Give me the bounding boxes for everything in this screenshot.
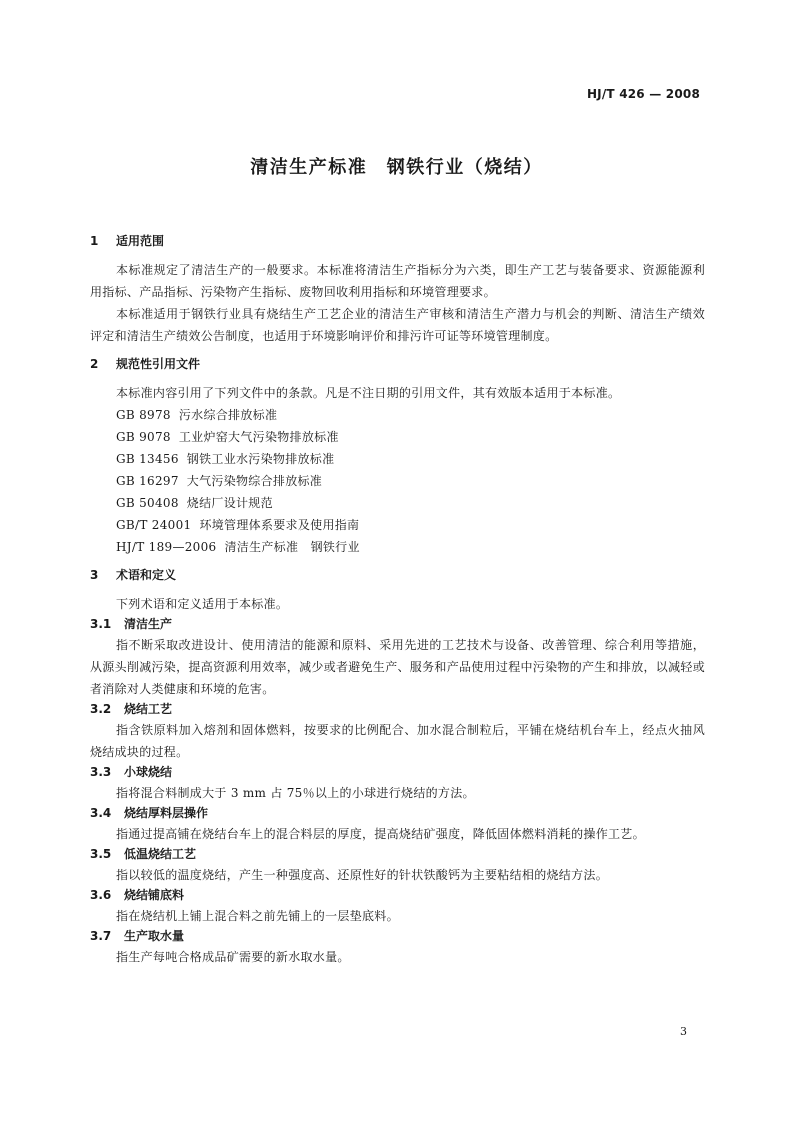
- reference-item: [90, 404, 705, 426]
- reference-name: 烧结厂设计规范: [186, 496, 273, 510]
- term-definition: 指含铁原料加入熔剂和固体燃料，按要求的比例配合、加水混合制粒后，平铺在烧结机台车上，经点火抽风烧结成块的过程。: [90, 723, 705, 759]
- section-heading-2: [90, 355, 705, 373]
- section-number: 2: [90, 357, 99, 371]
- reference-item: [90, 448, 705, 470]
- reference-code: HJ/T 189—2006: [116, 540, 217, 554]
- term-definition: 指将混合料制成大于 3 mm 占 75％以上的小球进行烧结的方法。: [116, 786, 475, 800]
- section-title: 适用范围: [116, 234, 165, 248]
- paragraph-terms-intro: 下列术语和定义适用于本标准。: [116, 597, 289, 611]
- section-title: 规范性引用文件: [116, 357, 201, 371]
- term-title: 烧结铺底料: [124, 888, 185, 902]
- reference-item: [90, 426, 705, 448]
- reference-name: 大气污染物综合排放标准: [186, 474, 323, 488]
- standard-code: HJ/T 426 — 2008: [586, 87, 700, 101]
- term-number: 3.5: [90, 847, 112, 861]
- term-heading: [90, 700, 705, 719]
- reference-item: [90, 514, 705, 536]
- reference-code: GB 9078: [116, 430, 171, 444]
- page-number: 3: [680, 1025, 687, 1038]
- document-title: 清洁生产标准 钢铁行业（烧结）: [250, 157, 543, 178]
- term-number: 3.1: [90, 617, 112, 631]
- paragraph-scope-1: 本标准规定了清洁生产的一般要求。本标准将清洁生产指标分为六类，即生产工艺与装备要求、资源能源利用指标、产品指标、污染物产生指标、废物回收利用指标和环境管理要求。: [90, 263, 705, 299]
- document-body: [90, 232, 705, 968]
- section-heading-3: [90, 566, 705, 584]
- section-heading-1: [90, 232, 705, 250]
- term-title: 烧结厚料层操作: [124, 806, 209, 820]
- term-number: 3.3: [90, 765, 112, 779]
- reference-name: 环境管理体系要求及使用指南: [199, 518, 360, 532]
- reference-item: [90, 470, 705, 492]
- term-title: 生产取水量: [124, 929, 185, 943]
- term-number: 3.7: [90, 929, 112, 943]
- section-title: 术语和定义: [116, 568, 177, 582]
- term-heading: [90, 886, 705, 905]
- reference-item: [90, 536, 705, 558]
- reference-code: GB 50408: [116, 496, 179, 510]
- term-definition: 指以较低的温度烧结，产生一种强度高、还原性好的针状铁酸钙为主要粘结相的烧结方法。: [116, 868, 609, 882]
- reference-name: 工业炉窑大气污染物排放标准: [178, 430, 339, 444]
- term-title: 低温烧结工艺: [124, 847, 197, 861]
- term-title: 清洁生产: [124, 617, 173, 631]
- term-definition: 指在烧结机上铺上混合料之前先铺上的一层垫底料。: [116, 909, 399, 923]
- term-heading: [90, 615, 705, 634]
- paragraph-scope-2: 本标准适用于钢铁行业具有烧结生产工艺企业的清洁生产审核和清洁生产潜力与机会的判断、清洁生产绩效评定和清洁生产绩效公告制度，也适用于环境影响评价和排污许可证等环境管理制度。: [90, 307, 705, 343]
- paragraph-references-intro: 本标准内容引用了下列文件中的条款。凡是不注日期的引用文件，其有效版本适用于本标准。: [116, 386, 621, 400]
- reference-code: GB/T 24001: [116, 518, 192, 532]
- term-heading: [90, 845, 705, 864]
- reference-code: GB 16297: [116, 474, 179, 488]
- term-definition: 指通过提高铺在烧结台车上的混合料层的厚度，提高烧结矿强度，降低固体燃料消耗的操作工艺。: [116, 827, 645, 841]
- reference-item: [90, 492, 705, 514]
- reference-name: 清洁生产标准 钢铁行业: [224, 540, 360, 554]
- term-heading: [90, 804, 705, 823]
- term-heading: [90, 927, 705, 946]
- term-number: 3.2: [90, 702, 112, 716]
- term-definition: 指不断采取改进设计、使用清洁的能源和原料、采用先进的工艺技术与设备、改善管理、综合利用等措施，从源头削减污染，提高资源利用效率，减少或者避免生产、服务和产品使用过程中污染物的产生和排放，以减轻或者消除对人类健康和环境的危害。: [90, 638, 706, 696]
- term-heading: [90, 763, 705, 782]
- section-number: 1: [90, 234, 99, 248]
- reference-name: 污水综合排放标准: [178, 408, 278, 422]
- term-definition: 指生产每吨合格成品矿需要的新水取水量。: [116, 950, 350, 964]
- term-number: 3.6: [90, 888, 112, 902]
- reference-name: 钢铁工业水污染物排放标准: [186, 452, 335, 466]
- reference-code: GB 13456: [116, 452, 179, 466]
- section-number: 3: [90, 568, 99, 582]
- term-number: 3.4: [90, 806, 112, 820]
- term-title: 小球烧结: [124, 765, 173, 779]
- term-title: 烧结工艺: [124, 702, 173, 716]
- reference-code: GB 8978: [116, 408, 171, 422]
